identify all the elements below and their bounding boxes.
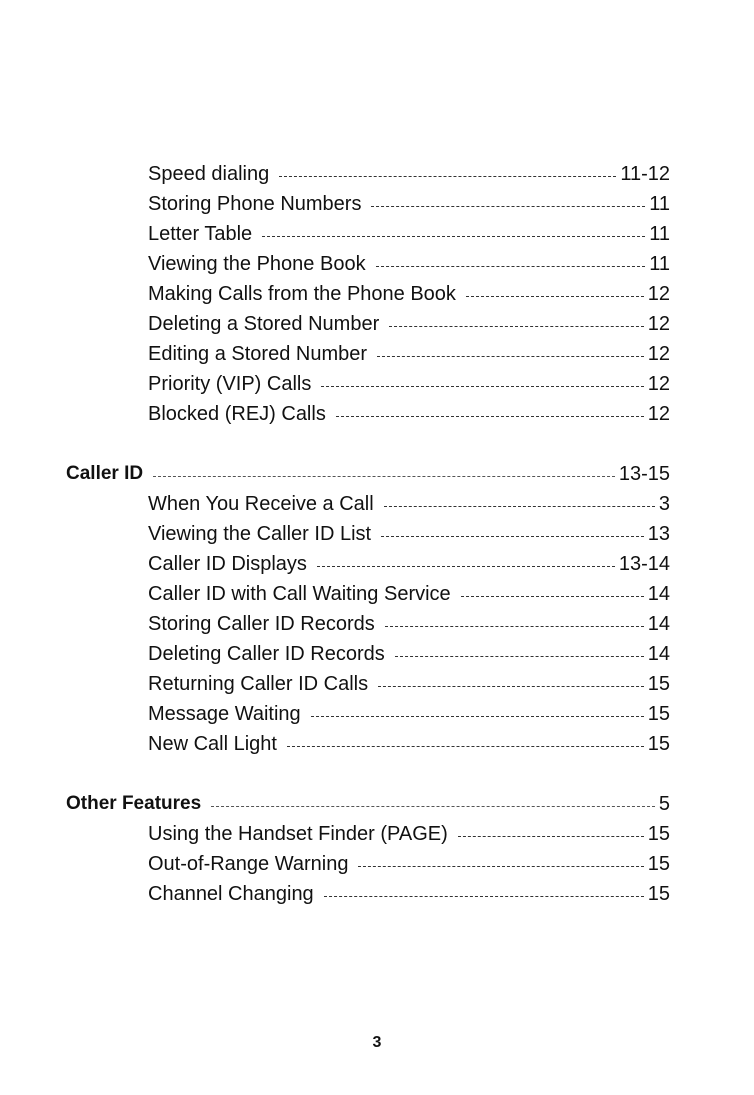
toc-entry[interactable] — [148, 188, 670, 216]
toc-entry[interactable] — [148, 728, 670, 756]
toc-entry-label: Using the Handset Finder (PAGE) — [148, 823, 448, 845]
toc-entry-label: Letter Table — [148, 223, 253, 245]
toc-entry[interactable] — [148, 248, 670, 276]
dot-leader — [377, 356, 644, 357]
toc-entry-page: 12 — [647, 283, 670, 305]
dot-leader — [336, 416, 644, 417]
dot-leader — [211, 806, 655, 807]
toc-entry-label: Speed dialing — [148, 163, 270, 185]
toc-entry-page: 14 — [647, 613, 670, 635]
toc-entry[interactable] — [148, 488, 670, 516]
toc-entry[interactable] — [148, 848, 670, 876]
toc-section-caller-id[interactable] — [66, 458, 670, 486]
toc-entry[interactable] — [148, 398, 670, 426]
toc-entry-label: Viewing the Phone Book — [148, 253, 366, 275]
dot-leader — [287, 746, 644, 747]
toc-entry-page: 12 — [647, 373, 670, 395]
section-title: Caller ID — [66, 463, 144, 484]
toc-entry[interactable] — [148, 608, 670, 636]
toc-entry[interactable] — [148, 278, 670, 306]
toc-entry-page: 12 — [647, 313, 670, 335]
dot-leader — [378, 686, 644, 687]
toc-entry-label: Deleting Caller ID Records — [148, 643, 385, 665]
dot-leader — [381, 536, 644, 537]
dot-leader — [324, 896, 644, 897]
toc-entry-label: Returning Caller ID Calls — [148, 673, 369, 695]
dot-leader — [371, 206, 645, 207]
section-page: 13-15 — [618, 463, 670, 485]
dot-leader — [461, 596, 644, 597]
toc-entry-label: When You Receive a Call — [148, 493, 374, 515]
toc-entry-page: 15 — [647, 733, 670, 755]
toc-entry[interactable] — [148, 578, 670, 606]
section-title: Other Features — [66, 793, 202, 814]
toc-entry[interactable] — [148, 308, 670, 336]
toc-entry-label: Storing Phone Numbers — [148, 193, 362, 215]
dot-leader — [358, 866, 643, 867]
toc-entry-label: Making Calls from the Phone Book — [148, 283, 456, 305]
toc-entry-label: Editing a Stored Number — [148, 343, 368, 365]
toc-entry-label: Caller ID Displays — [148, 553, 307, 575]
toc-entry-label: Channel Changing — [148, 883, 314, 905]
dot-leader — [384, 506, 655, 507]
toc-entry-page: 15 — [647, 823, 670, 845]
toc-entry-label: Out-of-Range Warning — [148, 853, 349, 875]
toc-entry[interactable] — [148, 878, 670, 906]
toc-entry-label: Priority (VIP) Calls — [148, 373, 312, 395]
dot-leader — [279, 176, 616, 177]
toc-entry[interactable] — [148, 698, 670, 726]
dot-leader — [376, 266, 646, 267]
dot-leader — [317, 566, 615, 567]
dot-leader — [385, 626, 644, 627]
toc-entry-label: New Call Light — [148, 733, 277, 755]
page-number: 3 — [372, 1034, 382, 1051]
toc-entry[interactable] — [148, 158, 670, 186]
toc-entry[interactable] — [148, 818, 670, 846]
toc-entry-label: Message Waiting — [148, 703, 301, 725]
toc-entry-page: 3 — [658, 493, 670, 515]
toc-entry-page: 11-12 — [620, 163, 670, 185]
toc-entry-page: 15 — [647, 883, 670, 905]
toc-entry[interactable] — [148, 338, 670, 366]
toc-entry[interactable] — [148, 218, 670, 246]
dot-leader — [311, 716, 644, 717]
dot-leader — [153, 476, 615, 477]
toc-entry-label: Storing Caller ID Records — [148, 613, 375, 635]
toc-entry-page: 15 — [647, 703, 670, 725]
toc-entry[interactable] — [148, 368, 670, 396]
toc-entry-label: Caller ID with Call Waiting Service — [148, 583, 451, 605]
toc-entry-page: 13 — [647, 523, 670, 545]
toc-entry-page: 13-14 — [618, 553, 670, 575]
dot-leader — [458, 836, 644, 837]
toc-entry-page: 12 — [647, 343, 670, 365]
toc-entry-page: 11 — [649, 193, 670, 215]
toc-entry-page: 14 — [647, 583, 670, 605]
section-page: 5 — [658, 793, 670, 815]
toc-entry[interactable] — [148, 638, 670, 666]
toc-entry-page: 15 — [647, 853, 670, 875]
dot-leader — [389, 326, 644, 327]
toc-entry[interactable] — [148, 668, 670, 696]
dot-leader — [395, 656, 644, 657]
toc-entry-label: Blocked (REJ) Calls — [148, 403, 326, 425]
dot-leader — [466, 296, 644, 297]
toc-entry-page: 14 — [647, 643, 670, 665]
toc-entry[interactable] — [148, 518, 670, 546]
toc-entry-page: 12 — [647, 403, 670, 425]
dot-leader — [262, 236, 645, 237]
toc-section-other-features[interactable] — [66, 788, 670, 816]
dot-leader — [321, 386, 643, 387]
toc-entry-page: 11 — [649, 223, 670, 245]
toc-entry-label: Deleting a Stored Number — [148, 313, 380, 335]
toc-entry-page: 15 — [647, 673, 670, 695]
toc-entry-page: 11 — [649, 253, 670, 275]
toc-entry[interactable] — [148, 548, 670, 576]
toc-entry-label: Viewing the Caller ID List — [148, 523, 372, 545]
